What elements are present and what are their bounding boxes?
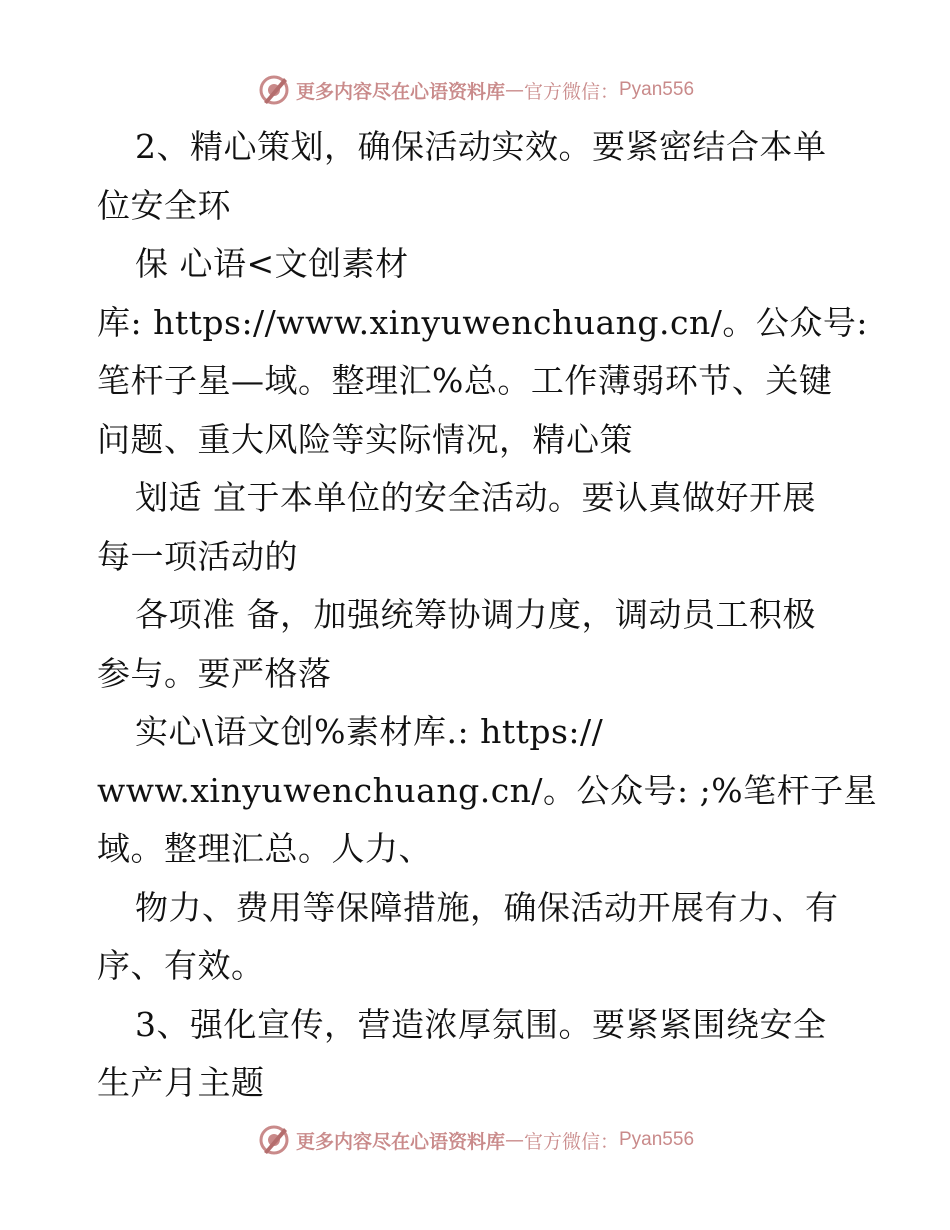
text-line: 每一项活动的 <box>97 536 298 576</box>
text-line: 问题、重大风险等实际情况，精心策 <box>97 419 633 459</box>
text-line: 域。整理汇总。人力、 <box>97 829 432 868</box>
footer-contact-id: Pyan556 <box>619 1129 695 1150</box>
header-contact-label: 官方微信： <box>523 80 619 103</box>
text-line: 序、有效。 <box>97 946 265 985</box>
text-line: 位安全环 <box>97 185 231 225</box>
footer-site-text: 更多内容尽在心语资料库 <box>295 1130 505 1153</box>
document-body <box>97 118 878 1113</box>
footer-contact-label: 官方微信： <box>523 1130 619 1153</box>
header-contact-id: Pyan556 <box>619 79 695 100</box>
text-line: 参与。要严格落 <box>97 653 332 693</box>
footer-separator: — <box>504 1129 524 1151</box>
header-separator: — <box>504 79 524 101</box>
pen-logo-icon <box>256 72 292 108</box>
text-line: 各项准 备，加强统筹协调力度，调动员工积极 <box>135 595 816 634</box>
text-line: 实心\语文创%素材库.: https:// <box>135 712 604 751</box>
text-line: 保 心语<文创素材 <box>135 244 409 283</box>
text-line: 2、精心策划，确保活动实效。要紧密结合本单 <box>135 127 827 166</box>
text-line: 划适 宜于本单位的安全活动。要认真做好开展 <box>135 478 816 517</box>
header-site-text: 更多内容尽在心语资料库 <box>295 80 505 103</box>
text-line: 库: https://www.xinyuwenchuang.cn/。公众号: <box>97 302 868 342</box>
text-line: 生产月主题 <box>97 1063 265 1102</box>
text-line: 物力、费用等保障措施，确保活动开展有力、有 <box>135 887 839 927</box>
footer-banner <box>0 1120 950 1160</box>
header-banner <box>0 70 950 110</box>
text-line: 3、强化宣传，营造浓厚氛围。要紧紧围绕安全 <box>135 1004 827 1044</box>
text-line: 笔杆子星—域。整理汇%总。工作薄弱环节、关键 <box>97 361 833 400</box>
text-line: www.xinyuwenchuang.cn/。公众号: ;%笔杆子星 <box>97 770 878 810</box>
pen-logo-icon <box>256 1122 292 1158</box>
